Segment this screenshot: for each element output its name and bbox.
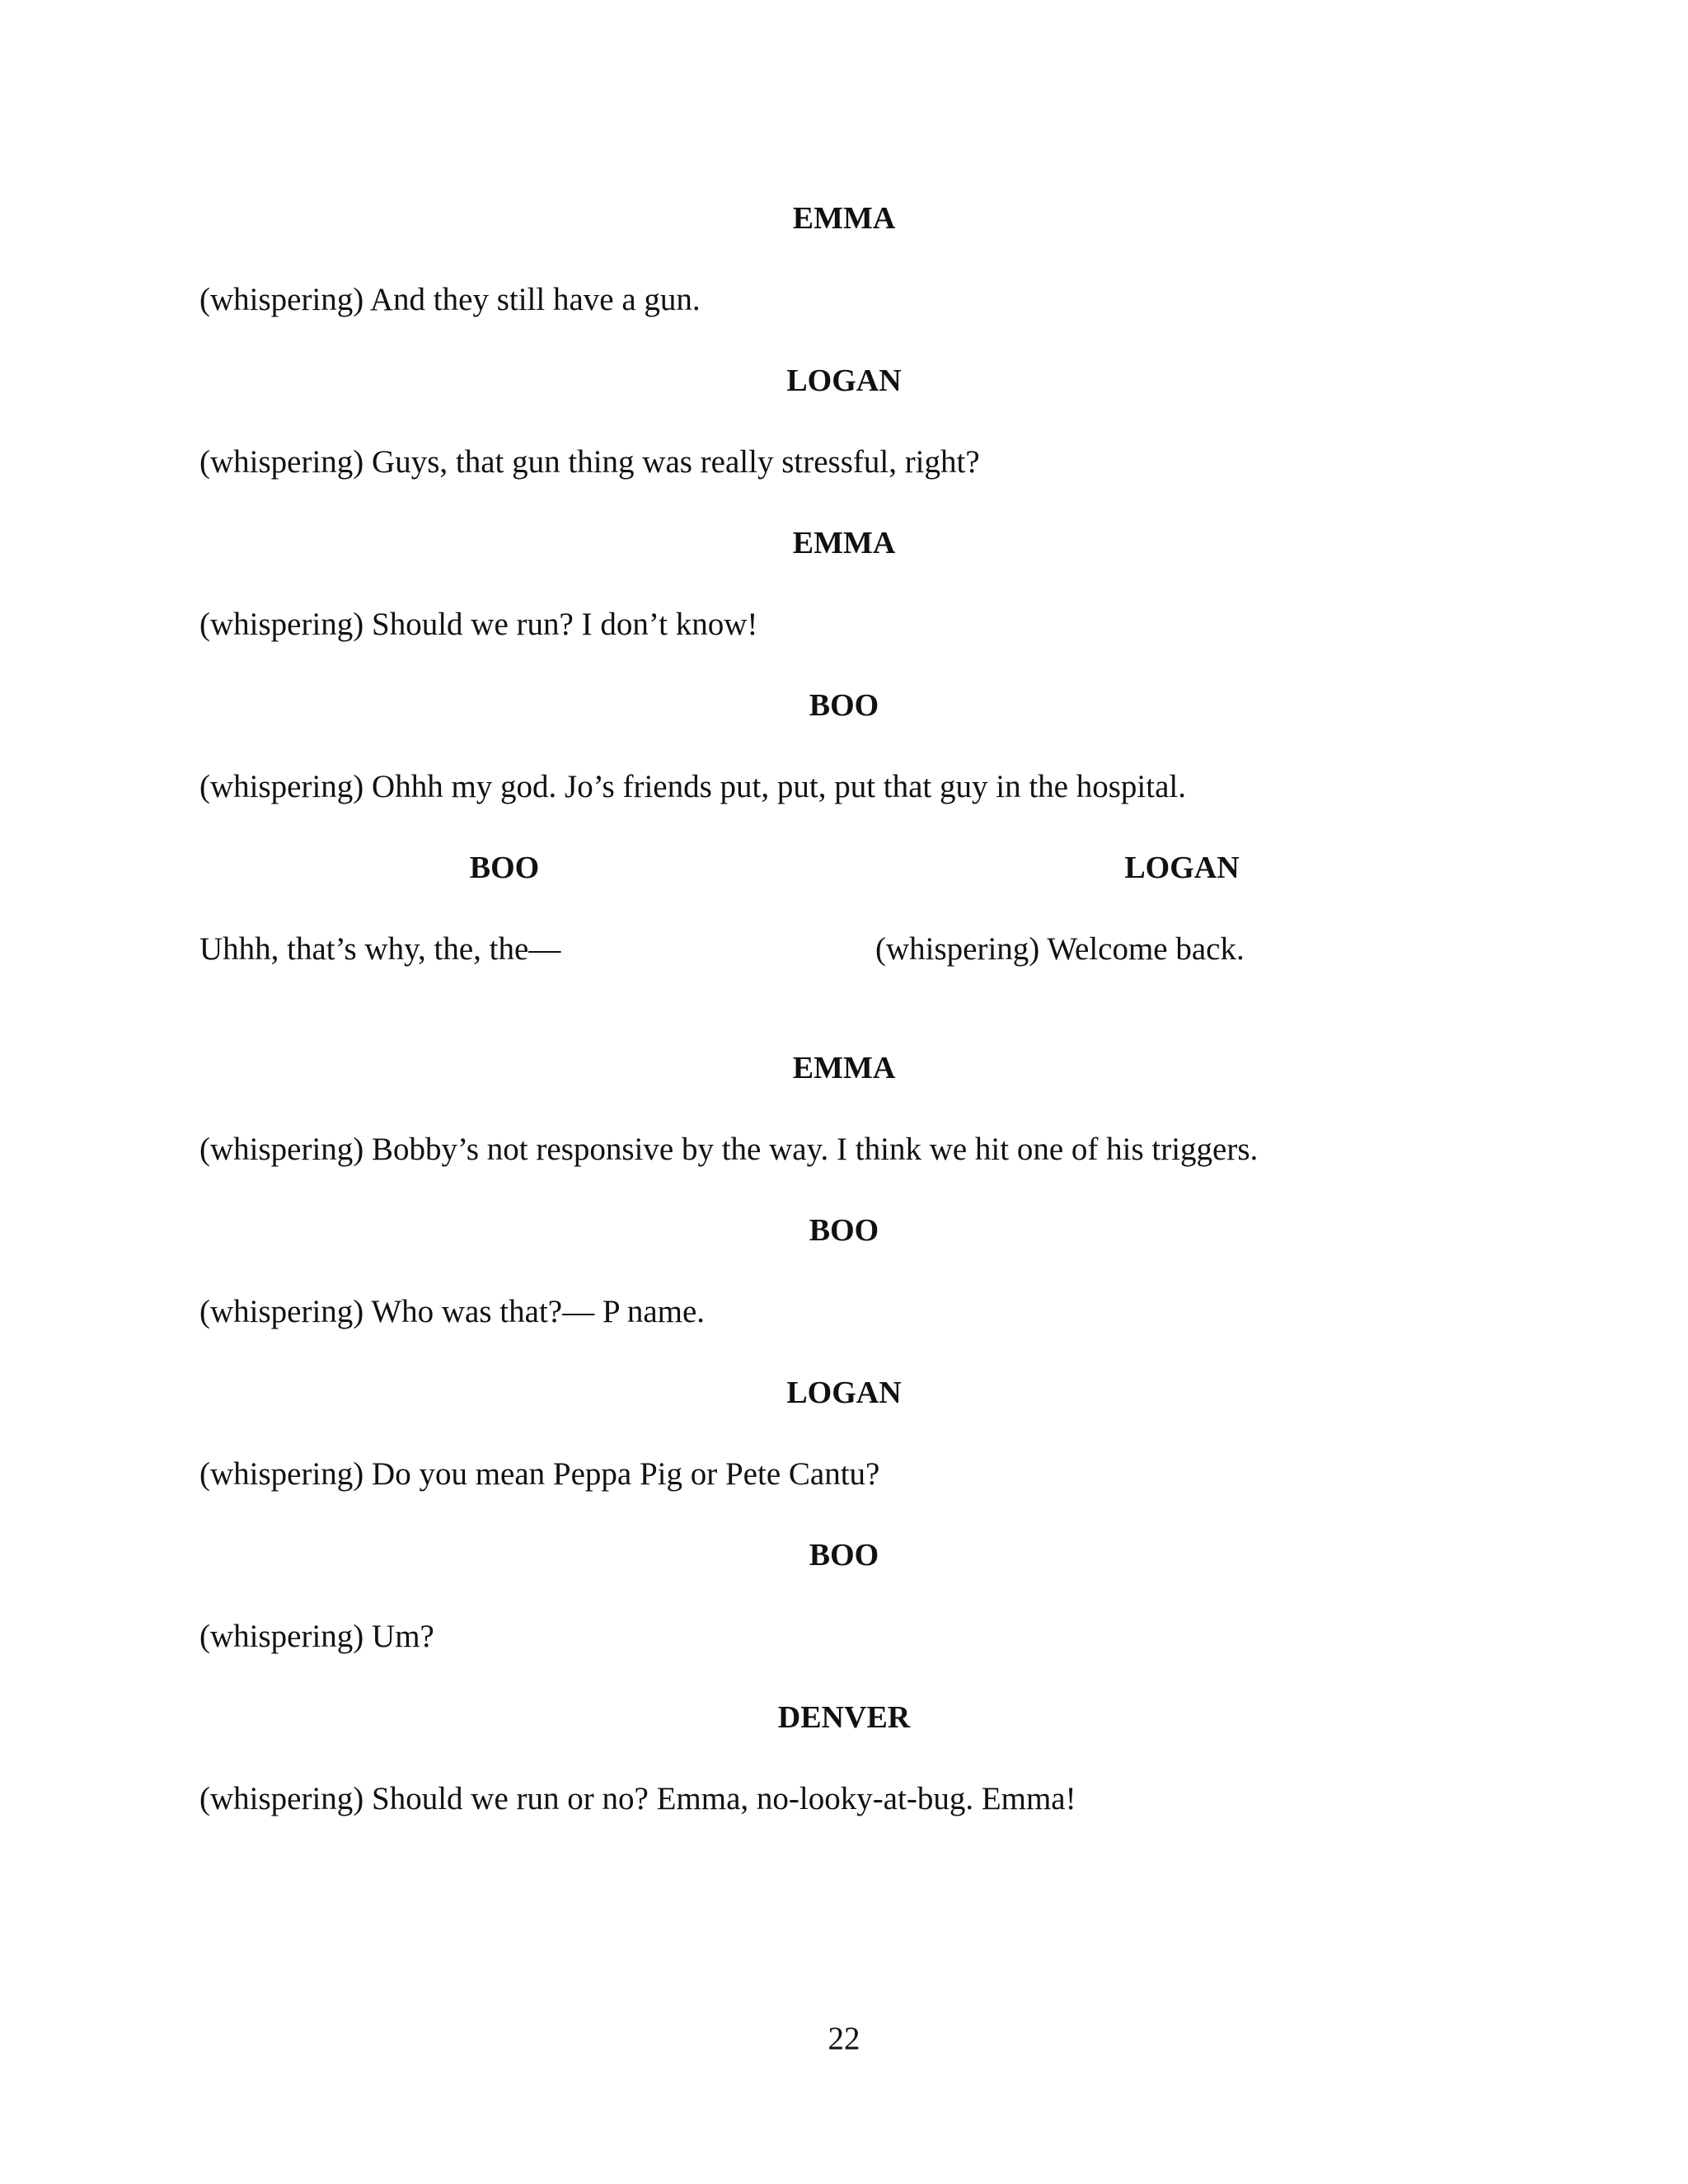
dialogue-line: (whispering) Who was that?— P name.: [199, 1294, 706, 1329]
page-number: 22: [828, 2021, 860, 2056]
character-name: DENVER: [777, 1700, 911, 1735]
character-name: EMMA: [792, 526, 896, 560]
character-name: EMMA: [792, 201, 896, 236]
dialogue-line-right: (whispering) Welcome back.: [875, 931, 1245, 967]
dialogue-line: (whispering) Guys, that gun thing was really stressful, right?: [199, 444, 980, 480]
character-name: EMMA: [792, 1051, 896, 1085]
character-name: BOO: [809, 1213, 879, 1248]
dialogue-line: (whispering) Bobby’s not responsive by the way. I think we hit one of his triggers.: [199, 1132, 1259, 1167]
character-name: LOGAN: [786, 363, 902, 398]
character-name: BOO: [809, 688, 879, 723]
character-name-left: BOO: [469, 851, 540, 885]
character-name: LOGAN: [786, 1376, 902, 1410]
character-name: BOO: [809, 1538, 879, 1572]
dialogue-line: (whispering) And they still have a gun.: [199, 282, 701, 317]
dialogue-line: (whispering) Should we run? I don’t know!: [199, 607, 758, 642]
dialogue-line: (whispering) Should we run or no? Emma, no-looky-at-bug. Emma!: [199, 1781, 1076, 1816]
character-name-right: LOGAN: [1124, 851, 1240, 885]
dialogue-line: (whispering) Ohhh my god. Jo’s friends put, put, put that guy in the hospital.: [199, 769, 1186, 804]
dialogue-line: (whispering) Do you mean Peppa Pig or Pete Cantu?: [199, 1456, 880, 1492]
dialogue-line: (whispering) Um?: [199, 1619, 434, 1654]
dialogue-line-left: Uhhh, that’s why, the, the—: [199, 931, 561, 967]
